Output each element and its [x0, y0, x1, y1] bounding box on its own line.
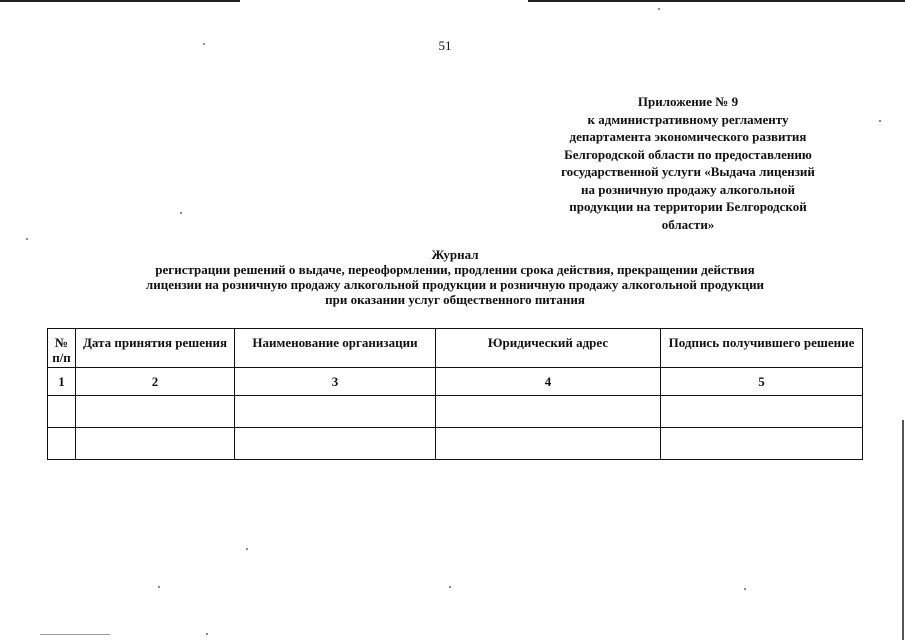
column-number-cell: 3 — [235, 368, 436, 396]
empty-cell — [76, 396, 235, 428]
column-number-row — [48, 368, 863, 396]
scan-speck — [158, 586, 160, 588]
empty-cell — [235, 396, 436, 428]
scan-speck — [449, 586, 451, 588]
scan-speck — [40, 634, 110, 635]
empty-cell — [436, 396, 661, 428]
appendix-block — [520, 93, 856, 233]
table-header-row — [48, 329, 863, 368]
appendix-line: к административному регламенту — [587, 111, 789, 127]
scan-speck — [203, 43, 205, 45]
scan-speck — [206, 633, 208, 635]
journal-title: Журнал — [431, 247, 479, 262]
empty-cell — [235, 428, 436, 460]
header-cell-address: Юридический адрес — [436, 329, 661, 368]
scan-edge — [902, 420, 904, 640]
empty-cell — [661, 428, 863, 460]
registration-table — [47, 328, 863, 460]
appendix-line: Белгородской области по предоставлению — [564, 146, 812, 162]
column-number-cell: 5 — [661, 368, 863, 396]
header-cell-organization: Наименование организации — [235, 329, 436, 368]
journal-subtitle-line: регистрации решений о выдаче, переоформлении, продлении срока действия, прекращении действия — [155, 262, 755, 277]
appendix-title: Приложение № 9 — [637, 94, 739, 109]
appendix-line: на розничную продажу алкогольной — [580, 181, 796, 197]
empty-cell — [661, 396, 863, 428]
header-cell-number: № п/п — [48, 329, 76, 368]
empty-cell — [48, 428, 76, 460]
empty-cell — [76, 428, 235, 460]
table-row — [48, 428, 863, 460]
page-number: 51 — [438, 38, 452, 53]
top-edge-line — [0, 0, 240, 2]
appendix-line: области» — [661, 216, 715, 232]
scan-speck — [658, 8, 660, 10]
column-number-cell: 4 — [436, 368, 661, 396]
appendix-line: продукции на территории Белгородской — [569, 199, 807, 214]
journal-subtitle-line: при оказании услуг общественного питания — [325, 292, 585, 307]
column-number-cell: 2 — [76, 368, 235, 396]
journal-heading — [60, 247, 850, 307]
scan-speck — [246, 548, 248, 550]
column-number-cell: 1 — [48, 368, 76, 396]
top-edge-line — [528, 0, 905, 2]
scan-speck — [180, 212, 182, 214]
appendix-line: департамента экономического развития — [569, 129, 807, 144]
empty-cell — [436, 428, 661, 460]
journal-subtitle-line: лицензии на розничную продажу алкогольной продукции и розничную продажу алкогольной продукции — [145, 277, 765, 292]
header-cell-date: Дата принятия решения — [76, 329, 235, 368]
scan-speck — [879, 120, 881, 122]
scan-speck — [744, 588, 746, 590]
scan-speck — [26, 238, 28, 240]
appendix-line: государственной услуги «Выдача лицензий — [561, 164, 815, 179]
empty-cell — [48, 396, 76, 428]
header-cell-signature: Подпись получившего решение — [661, 329, 863, 368]
table-row — [48, 396, 863, 428]
